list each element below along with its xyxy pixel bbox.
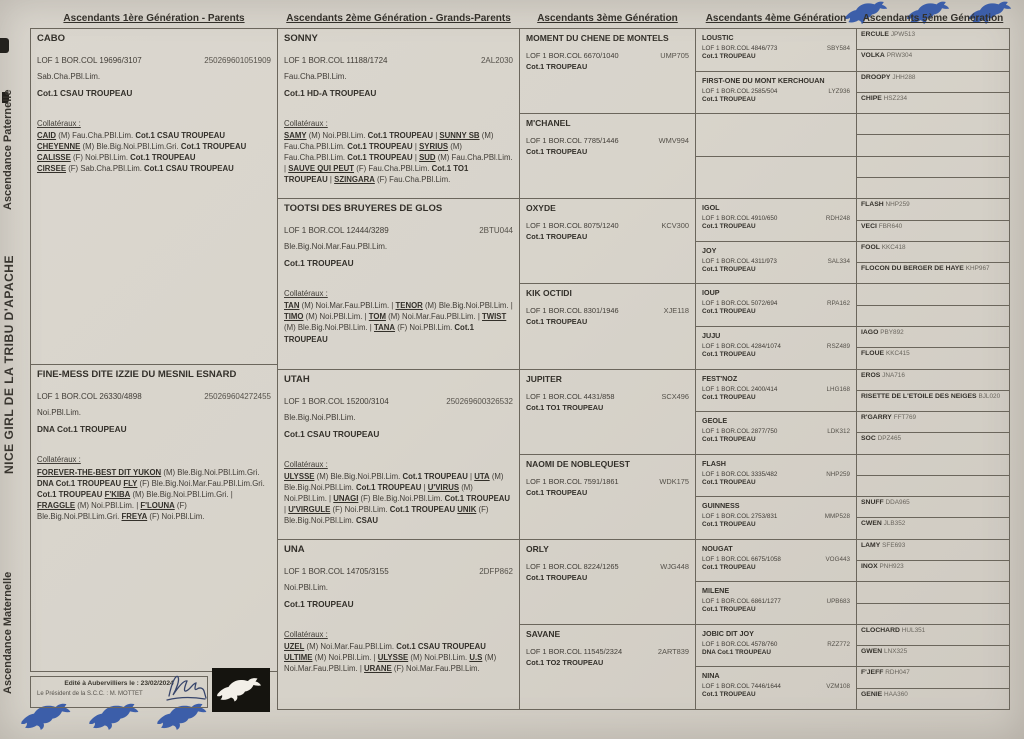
ancestor-cell <box>519 454 696 540</box>
ancestor-cell <box>695 241 857 285</box>
ancestor-cotation: Cot.1 TROUPEAU <box>702 308 756 316</box>
header-gen2: Ascendants 2ème Génération - Grands-Parents <box>286 13 511 24</box>
ancestor-cotation: Cot.1 TROUPEAU <box>702 563 756 571</box>
ancestor-name: UNA <box>284 543 305 555</box>
ancestor-coat-color: Ble.Big.Noi.PBl.Lim. <box>284 412 356 422</box>
ancestor-lof-number: LOF 1 BOR.COL 4431/858 <box>526 391 615 401</box>
generation-2-column <box>277 28 520 710</box>
ancestor-lof-number: LOF 1 BOR.COL 11545/2324 <box>526 646 623 656</box>
ancestor-cell <box>856 347 1010 369</box>
ancestor-code: KKC418 <box>881 243 906 251</box>
ancestor-lof-number: LOF 1 BOR.COL 8301/1946 <box>526 306 619 316</box>
ancestor-cell <box>695 496 857 540</box>
ancestor-cell <box>856 220 1010 242</box>
collateraux-block <box>284 288 513 344</box>
ancestor-id-code: WDK175 <box>659 476 689 486</box>
ancestor-cell <box>856 517 1010 539</box>
ancestor-lof-number: LOF 1 BOR.COL 5072/694 <box>702 300 778 308</box>
collateraux-label: Collatéraux : <box>284 289 328 299</box>
ancestor-cell <box>519 624 696 710</box>
header-gen1: Ascendants 1ère Génération - Parents <box>63 13 245 24</box>
ancestor-name: OXYDE <box>526 203 556 214</box>
ancestor-cell <box>695 71 857 115</box>
ancestor-lof-number: LOF 1 BOR.COL 4578/760 <box>702 640 778 648</box>
ancestor-code: PRW304 <box>886 52 913 60</box>
ancestor-cotation: Cot.1 TROUPEAU <box>526 572 588 582</box>
ancestor-name: NOUGAT <box>702 543 733 553</box>
ancestor-code: KKC415 <box>885 350 910 358</box>
ancestor-name: SOC <box>861 435 876 443</box>
paternal-ascendance-label: Ascendance Paternelle <box>2 89 14 211</box>
ancestor-cell <box>277 28 520 199</box>
ancestor-id-code: SCX496 <box>661 391 689 401</box>
ancestor-name: NINA <box>702 671 720 681</box>
ancestor-cell <box>856 645 1010 667</box>
ancestor-cotation: Cot.1 HD-A TROUPEAU <box>284 88 377 98</box>
empty-ancestor-cell <box>856 581 1010 603</box>
ancestor-name: JOY <box>702 245 717 255</box>
ancestor-name: VOLKA <box>861 52 885 60</box>
collateraux-text: SAMY (M) Noi.PBl.Lim. Cot.1 TROUPEAU | SUNNY SB (M) Fau.Cha.PBl.Lim. Cot.1 TROUPEAU | SYRIUS (M) Fau.Cha.PBl.Lim. Cot.1 TROUPEAU | SUD (M) Fau.Cha.PBl.Lim. | SAUVE QUI PEUT (F) Fau.Cha.PBl.Lim. Cot.1 TO1 TROUPEAU | SZINGARA (F) Fau.Cha.PBl.Lim. <box>284 131 513 185</box>
empty-ancestor-cell <box>856 177 1010 199</box>
ancestor-name: CABO <box>37 33 65 44</box>
ancestor-lof-number: LOF 1 BOR.COL 2753/831 <box>702 513 778 521</box>
ancestor-code: BJL020 <box>978 392 1001 400</box>
scc-logo <box>212 668 270 712</box>
header-gen4: Ascendants 4ème Génération <box>705 13 847 24</box>
ancestor-id-code: KCV300 <box>661 221 689 231</box>
empty-ancestor-cell <box>695 156 857 200</box>
ancestor-code: SFE693 <box>882 541 906 549</box>
ancestor-cell <box>277 198 520 369</box>
generation-5-column <box>856 28 1010 710</box>
ancestor-cell <box>856 560 1010 582</box>
ancestor-cotation: Cot.1 TO2 TROUPEAU <box>526 657 604 667</box>
ancestor-lof-number: LOF 1 BOR.COL 7446/1644 <box>702 683 781 691</box>
ancestor-cell <box>30 28 278 365</box>
ancestor-code: PNH923 <box>879 563 904 571</box>
ancestor-cotation: Cot.1 TROUPEAU <box>702 393 756 401</box>
empty-ancestor-cell <box>695 113 857 157</box>
ancestor-name: FINE-MESS DITE IZZIE DU MESNIL ESNARD <box>37 369 237 381</box>
ancestor-name: DROOPY <box>861 73 891 81</box>
ancestor-name: TOOTSI DES BRUYERES DE GLOS <box>284 203 443 215</box>
ancestor-cell <box>856 411 1010 433</box>
ancestor-lof-number: LOF 1 BOR.COL 6670/1040 <box>526 51 619 60</box>
ancestor-cotation: Cot.1 TROUPEAU <box>702 691 756 699</box>
ancestor-id-code: VOG443 <box>825 555 850 563</box>
ancestor-coat-color: Noi.PBl.Lim. <box>284 582 329 592</box>
ancestor-name: CWEN <box>861 520 882 528</box>
ancestor-name: ERCULE <box>861 31 889 38</box>
ancestor-name: LOUSTIC <box>702 33 734 42</box>
ancestor-cell <box>856 539 1010 561</box>
ancestor-cell <box>856 92 1010 114</box>
ancestor-id-code: VZM108 <box>826 683 850 691</box>
ancestor-id-code: 250269601051909 <box>204 56 271 65</box>
ancestor-cell <box>856 241 1010 263</box>
ancestor-code: JNA716 <box>882 371 905 379</box>
ancestor-cell <box>856 49 1010 71</box>
ancestor-name: R'GARRY <box>861 414 892 422</box>
ancestor-cell <box>856 326 1010 348</box>
ancestor-id-code: XJE118 <box>663 306 689 316</box>
ancestor-lof-number: LOF 1 BOR.COL 4910/650 <box>702 215 778 223</box>
ancestor-name: MILENE <box>702 586 730 596</box>
generation-3-column <box>519 28 696 710</box>
ancestor-cell <box>856 432 1010 454</box>
ancestor-code: HAA360 <box>884 690 908 698</box>
ancestor-cell <box>695 28 857 72</box>
ancestor-code: RDH047 <box>885 669 910 677</box>
ancestor-id-code: 2ART839 <box>657 646 689 656</box>
ancestor-code: JLB352 <box>883 520 906 528</box>
ancestor-cotation: Cot.1 TO1 TROUPEAU <box>526 402 604 412</box>
ancestor-code: FBR640 <box>878 222 903 230</box>
maternal-ascendance-label: Ascendance Maternelle <box>2 571 14 694</box>
ancestor-lof-number: LOF 1 BOR.COL 2400/414 <box>702 385 778 393</box>
collateraux-text: FOREVER-THE-BEST DIT YUKON (M) Ble.Big.Noi.PBl.Lim.Gri. DNA Cot.1 TROUPEAU FLY (F) Ble.Big.Noi.Mar.Fau.PBl.Lim.Gri. Cot.1 TROUPEAU F'KIBA (M) Ble.Big.Noi.PBl.Lim.Gri. | FRAGGLE (M) Noi.PBl.Lim. | F'LOUNA (F) Ble.Big.Noi.PBl.Lim.Gri. FREYA (F) Noi.PBl.Lim. <box>37 467 265 521</box>
ancestor-cotation: Cot.1 CSAU TROUPEAU <box>37 88 133 98</box>
ancestor-lof-number: LOF 1 BOR.COL 6675/1058 <box>702 555 781 563</box>
ancestor-name: KIK OCTIDI <box>526 288 572 299</box>
ancestor-id-code: LDK312 <box>827 428 850 436</box>
ancestor-name: SAVANE <box>526 628 561 639</box>
generation-4-column <box>695 28 857 710</box>
empty-ancestor-cell <box>856 305 1010 327</box>
ancestor-name: SONNY <box>284 33 318 44</box>
ancestor-lof-number: LOF 1 BOR.COL 8224/1265 <box>526 561 619 571</box>
president-line: Le Président de la S.C.C. : M. MOTTET <box>37 691 143 697</box>
ancestor-cell <box>856 688 1010 710</box>
ancestor-coat-color: Ble.Big.Noi.Mar.Fau.PBl.Lim. <box>284 242 388 252</box>
ancestor-lof-number: LOF 1 BOR.COL 3335/482 <box>702 470 778 478</box>
ancestor-name: UTAH <box>284 373 310 385</box>
ancestor-lof-number: LOF 1 BOR.COL 4311/973 <box>702 257 777 265</box>
ancestor-name: FLOCON DU BERGER DE HAYE <box>861 265 964 273</box>
ancestor-id-code: LYZ936 <box>828 87 850 95</box>
ancestor-cell <box>519 369 696 455</box>
ancestor-name: FEST'NOZ <box>702 373 738 383</box>
ancestor-code: PBY892 <box>880 328 904 336</box>
ancestor-name: FLOUE <box>861 350 885 358</box>
ancestor-name: FLASH <box>861 201 884 209</box>
ancestor-name: JUJU <box>702 330 721 340</box>
header-gen3: Ascendants 3ème Génération <box>537 13 678 24</box>
ancestor-cell <box>519 113 696 199</box>
ancestor-lof-number: LOF 1 BOR.COL 12444/3289 <box>284 226 389 236</box>
ancestor-id-code: 2AL2030 <box>480 56 513 65</box>
collateraux-text: ULYSSE (M) Ble.Big.Noi.PBl.Lim. Cot.1 TROUPEAU | UTA (M) Ble.Big.Noi.PBl.Lim. Cot.1 TROUPEAU | U'VIRUS (M) Noi.PBl.Lim. | UNAGI (F) Ble.Big.Noi.PBl.Lim. Cot.1 TROUPEAU | U'VIRGULE (F) Noi.PBl.Lim. Cot.1 TROUPEAU UNIK (F) Ble.Big.Noi.PBl.Lim. CSAU <box>284 471 511 525</box>
ancestor-name: FOOL <box>861 243 880 251</box>
ancestor-cell <box>519 283 696 369</box>
ancestor-lof-number: LOF 1 BOR.COL 7591/1861 <box>526 476 619 486</box>
collateraux-block <box>284 459 513 526</box>
ancestor-name: F'JEFF <box>861 669 884 677</box>
ancestor-cotation: Cot.1 TROUPEAU <box>526 147 588 157</box>
ancestor-cotation: DNA Cot.1 TROUPEAU <box>37 424 127 435</box>
ancestor-cotation: Cot.1 TROUPEAU <box>526 487 588 497</box>
ancestor-code: DDA965 <box>885 499 910 507</box>
ancestor-cotation: Cot.1 TROUPEAU <box>702 436 756 444</box>
ancestor-name: FLASH <box>702 458 726 468</box>
ancestor-cotation: Cot.1 TROUPEAU <box>702 95 756 103</box>
ancestor-cell <box>519 539 696 625</box>
ancestor-cotation: Cot.1 TROUPEAU <box>526 62 588 71</box>
ancestor-cell <box>695 369 857 413</box>
ancestor-cotation: Cot.1 TROUPEAU <box>702 606 756 614</box>
ancestor-cell <box>856 71 1010 93</box>
collateraux-text: UZEL (M) Noi.Mar.Fau.PBl.Lim. Cot.1 CSAU TROUPEAU ULTIME (M) Noi.PBl.Lim. | ULYSSE (M) Noi.PBl.Lim. U.S (M) Noi.Mar.Fau.PBl.Lim. | URANE (F) Noi.Mar.Fau.PBl.Lim. <box>284 641 497 673</box>
ancestor-cotation: Cot.1 TROUPEAU <box>702 265 756 273</box>
ancestor-name: SNUFF <box>861 499 884 507</box>
ancestor-code: HSZ234 <box>883 94 908 102</box>
ancestor-name: GWEN <box>861 648 883 656</box>
subject-dog-name: NICE GIRL DE LA TRIBU D'APACHE <box>2 255 16 475</box>
ancestor-cell <box>695 666 857 710</box>
ancestor-cotation: Cot.1 TROUPEAU <box>284 258 354 269</box>
ancestor-lof-number: LOF 1 BOR.COL 19696/3107 <box>37 56 142 65</box>
ancestor-coat-color: Sab.Cha.PBl.Lim. <box>37 72 101 81</box>
ancestor-cell <box>695 539 857 583</box>
ancestor-name: CHIPE <box>861 94 882 102</box>
ancestor-code: JPW513 <box>890 31 915 38</box>
collateraux-text: CAID (M) Fau.Cha.PBl.Lim. Cot.1 CSAU TROUPEAU CHEYENNE (M) Ble.Big.Noi.PBl.Lim.Gri. Cot.1 TROUPEAU CALISSE (F) Noi.PBl.Lim. Cot.1 TROUPEAU CIRSEE (F) Sab.Cha.PBl.Lim. Cot.1 CSAU TROUPEAU <box>37 131 247 174</box>
ancestor-cell <box>856 198 1010 220</box>
ancestor-id-code: UMP705 <box>660 51 689 60</box>
empty-ancestor-cell <box>856 454 1010 476</box>
ancestor-lof-number: LOF 1 BOR.COL 4846/773 <box>702 45 778 52</box>
ancestor-id-code: 250269604272455 <box>204 392 271 402</box>
collateraux-label: Collatéraux : <box>284 629 328 639</box>
ancestor-cell <box>277 369 520 540</box>
ancestor-cell <box>856 369 1010 391</box>
ancestor-id-code: SAL334 <box>827 257 850 265</box>
empty-ancestor-cell <box>856 475 1010 497</box>
ancestor-cotation: Cot.1 TROUPEAU <box>526 232 588 242</box>
ancestor-id-code: LHG168 <box>826 385 850 393</box>
ancestor-name: CLOCHARD <box>861 626 900 634</box>
ancestor-name: IAGO <box>861 328 879 336</box>
ancestor-cell <box>856 496 1010 518</box>
ancestor-lof-number: LOF 1 BOR.COL 26330/4898 <box>37 392 142 402</box>
ancestor-code: DPZ465 <box>877 435 902 443</box>
ancestor-name: GUINNESS <box>702 501 740 511</box>
ancestor-cell <box>695 411 857 455</box>
collateraux-block <box>37 454 271 521</box>
ancestor-code: KHP967 <box>965 265 990 273</box>
ancestor-name: VECI <box>861 222 877 230</box>
ancestor-id-code: MMP528 <box>824 513 850 521</box>
ancestor-name: LAMY <box>861 541 881 549</box>
ancestor-lof-number: LOF 1 BOR.COL 6861/1277 <box>702 598 781 606</box>
ancestor-id-code: SBY584 <box>826 45 850 52</box>
ancestor-id-code: 2BTU044 <box>479 226 513 236</box>
ancestor-name: IOUP <box>702 288 720 298</box>
ancestor-cell <box>695 283 857 327</box>
ancestor-code: HUL351 <box>901 626 926 634</box>
ancestor-code: FFT769 <box>893 414 917 422</box>
ancestor-id-code: RDH248 <box>825 215 850 223</box>
ancestor-cotation: Cot.1 TROUPEAU <box>702 478 756 486</box>
ancestor-id-code: UPB683 <box>826 598 850 606</box>
ancestor-name: FIRST-ONE DU MONT KERCHOUAN <box>702 75 825 85</box>
ancestor-name: JUPITER <box>526 373 562 384</box>
ancestor-name: INOX <box>861 563 878 571</box>
ancestor-cell <box>277 539 520 710</box>
ancestor-name: MOMENT DU CHENE DE MONTELS <box>526 33 669 43</box>
collateraux-label: Collatéraux : <box>284 119 328 128</box>
collateraux-label: Collatéraux : <box>284 459 328 469</box>
ancestor-cotation: Cot.1 TROUPEAU <box>702 350 756 358</box>
ancestor-cell <box>856 624 1010 646</box>
ancestor-name: JOBIC DIT JOY <box>702 628 754 638</box>
ancestor-code: LNX325 <box>884 648 908 656</box>
ancestor-coat-color: Fau.Cha.PBl.Lim. <box>284 72 347 81</box>
empty-ancestor-cell <box>856 134 1010 156</box>
ancestor-id-code: 2DFP862 <box>479 566 513 576</box>
ancestor-cotation: Cot.1 TROUPEAU <box>702 53 756 60</box>
collateraux-block <box>37 118 271 174</box>
ancestor-lof-number: LOF 1 BOR.COL 2585/504 <box>702 87 778 95</box>
ancestor-cell <box>856 262 1010 284</box>
ancestor-code: NHP259 <box>885 201 910 209</box>
ancestor-cotation: Cot.1 TROUPEAU <box>702 521 756 529</box>
ancestor-cell <box>519 28 696 114</box>
ancestor-cotation: Cot.1 CSAU TROUPEAU <box>284 428 380 439</box>
ancestor-lof-number: LOF 1 BOR.COL 15200/3104 <box>284 396 389 406</box>
ancestor-cell <box>695 198 857 242</box>
empty-ancestor-cell <box>856 603 1010 625</box>
ancestor-name: M'CHANEL <box>526 118 571 129</box>
ancestor-name: ORLY <box>526 543 549 554</box>
ancestor-lof-number: LOF 1 BOR.COL 8075/1240 <box>526 221 619 231</box>
ancestor-cell <box>695 624 857 668</box>
ancestor-id-code: RSZ489 <box>826 342 850 350</box>
ancestor-cell <box>856 666 1010 688</box>
collateraux-label: Collatéraux : <box>37 455 81 465</box>
ancestor-cell <box>695 581 857 625</box>
ancestor-lof-number: LOF 1 BOR.COL 14705/3155 <box>284 566 389 576</box>
ancestor-cell <box>695 454 857 498</box>
ancestor-cell <box>856 28 1010 50</box>
header-gen5: Ascendants 5ème Génération <box>862 13 1004 24</box>
ancestor-cell <box>519 198 696 284</box>
ancestor-name: GEOLE <box>702 416 728 426</box>
collateraux-block <box>284 629 513 674</box>
ancestor-cotation: Cot.1 TROUPEAU <box>284 598 354 609</box>
ancestor-name: RISETTE DE L'ETOILE DES NEIGES <box>861 392 977 400</box>
collateraux-text: TAN (M) Noi.Mar.Fau.PBl.Lim. | TENOR (M) Ble.Big.Noi.PBl.Lim. | TIMO (M) Noi.PBl.Lim. | TOM (M) Noi.Mar.Fau.PBl.Lim. | TWIST (M) Ble.Big.Noi.PBl.Lim. | TANA (F) Noi.PBl.Lim. Cot.1 TROUPEAU <box>284 301 513 344</box>
edition-date: Edité à Aubervilliers le : 23/02/2024 <box>64 680 174 687</box>
ancestor-id-code: RPA162 <box>827 300 850 308</box>
generation-1-column <box>30 28 278 672</box>
ancestor-cell <box>30 364 278 672</box>
ancestor-lof-number: LOF 1 BOR.COL 2877/750 <box>702 428 778 436</box>
ancestor-cell <box>856 390 1010 412</box>
ancestor-lof-number: LOF 1 BOR.COL 11188/1724 <box>284 56 388 65</box>
empty-ancestor-cell <box>856 283 1010 305</box>
empty-ancestor-cell <box>856 156 1010 178</box>
empty-ancestor-cell <box>856 113 1010 135</box>
ancestor-cotation: DNA Cot.1 TROUPEAU <box>702 648 771 656</box>
ancestor-code: JHH288 <box>892 73 916 81</box>
ancestor-lof-number: LOF 1 BOR.COL 7785/1446 <box>526 136 619 146</box>
ancestor-id-code: WJG448 <box>660 561 689 571</box>
ancestor-cotation: Cot.1 TROUPEAU <box>702 223 756 231</box>
ancestor-name: NAOMI DE NOBLEQUEST <box>526 458 630 469</box>
ancestor-id-code: WMV994 <box>658 136 689 146</box>
ancestor-cell <box>695 326 857 370</box>
collateraux-label: Collatéraux : <box>37 119 81 128</box>
ancestor-id-code: NHP259 <box>826 470 850 478</box>
ancestor-name: IGOL <box>702 203 720 213</box>
ancestor-name: EROS <box>861 371 881 379</box>
collateraux-block <box>284 118 513 185</box>
ancestor-coat-color: Noi.PBl.Lim. <box>37 408 82 418</box>
ancestor-id-code: 250269600326532 <box>446 396 513 406</box>
ancestor-lof-number: LOF 1 BOR.COL 4284/1074 <box>702 342 781 350</box>
ancestor-id-code: RZZ772 <box>827 640 850 648</box>
president-signature <box>163 670 209 704</box>
leaping-dog-icon <box>216 677 266 703</box>
ancestor-name: GENIE <box>861 690 883 698</box>
ancestor-cotation: Cot.1 TROUPEAU <box>526 317 588 327</box>
